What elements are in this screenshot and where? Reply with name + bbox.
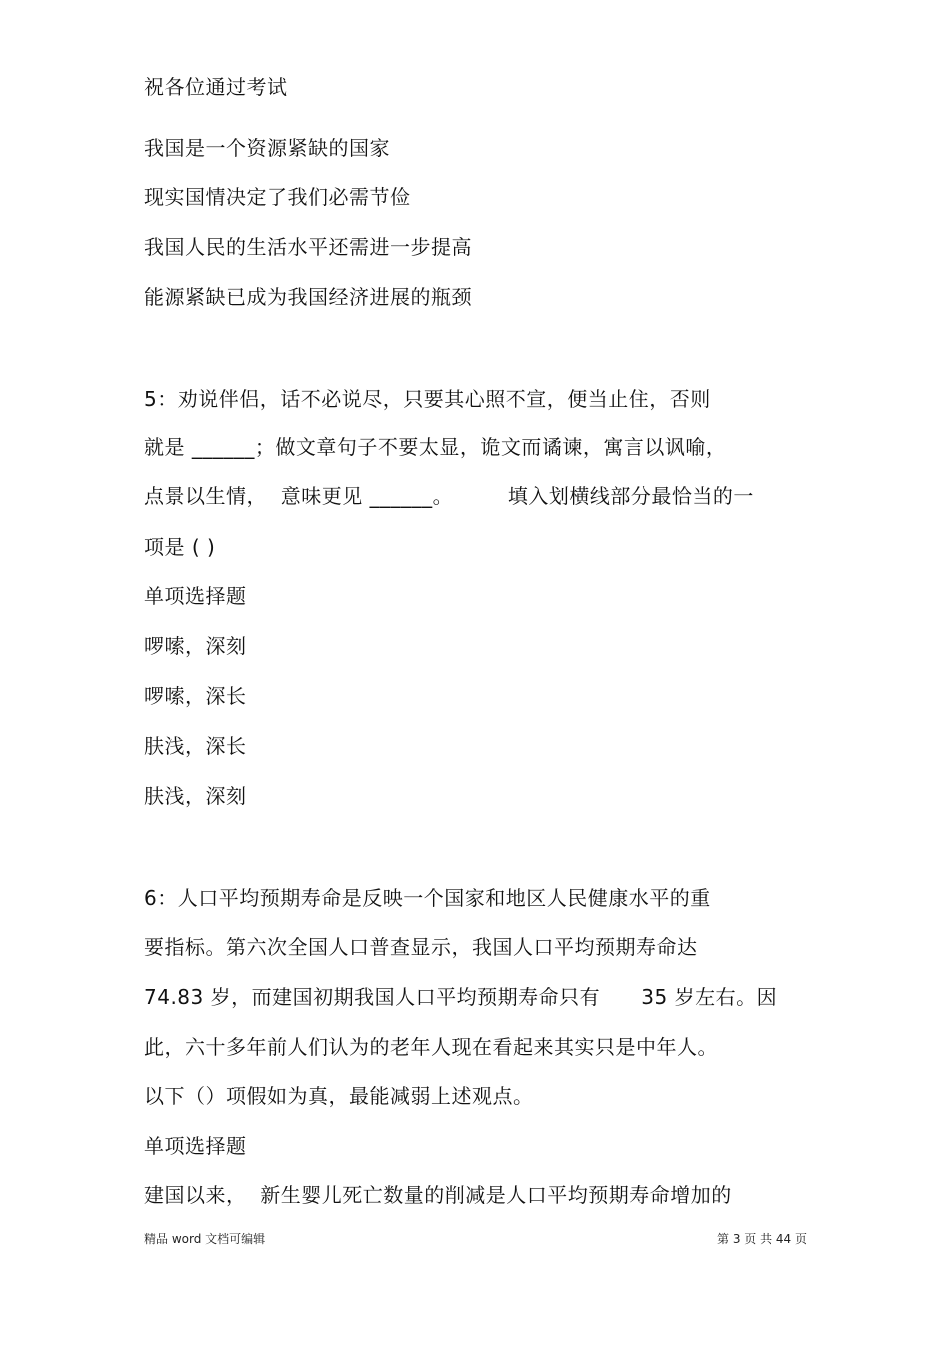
question-6-text: 74.83 岁，而建国初期我国人口平均预期寿命只有 35 岁左右。因 <box>144 985 778 1009</box>
question-type-label: 单项选择题 <box>144 584 247 608</box>
footer-label: 精品 word 文档可编辑 <box>144 1232 266 1246</box>
text-line: 能源紧缺已成为我国经济进展的瓶颈 <box>144 285 472 309</box>
question-5-text: 5：劝说伴侣，话不必说尽，只要其心照不宣，便当止住，否则 <box>144 387 711 411</box>
question-6-text: 以下（）项假如为真，最能减弱上述观点。 <box>144 1084 534 1108</box>
text-line: 现实国情决定了我们必需节俭 <box>144 185 411 209</box>
answer-option: 肤浅，深长 <box>144 734 247 758</box>
question-5-text: 就是 ______；做文章句子不要太显，诡文而谲谏，寓言以讽喻， <box>144 435 727 459</box>
question-6-text: 要指标。第六次全国人口普查显示，我国人口平均预期寿命达 <box>144 935 698 959</box>
answer-option: 啰嗦，深刻 <box>144 634 247 658</box>
page-number: 第 3 页 共 44 页 <box>717 1232 807 1246</box>
answer-option: 建国以来， 新生婴儿死亡数量的削减是人口平均预期寿命增加的 <box>144 1183 732 1207</box>
text-line: 我国是一个资源紧缺的国家 <box>144 136 390 160</box>
question-type-label: 单项选择题 <box>144 1134 247 1158</box>
question-6-text: 6：人口平均预期寿命是反映一个国家和地区人民健康水平的重 <box>144 886 711 910</box>
text-line: 我国人民的生活水平还需进一步提高 <box>144 235 472 259</box>
question-5-text: 项是 ( ) <box>144 535 216 559</box>
answer-option: 啰嗦，深长 <box>144 684 247 708</box>
answer-option: 肤浅，深刻 <box>144 784 247 808</box>
question-5-text: 点景以生情， 意味更见 ______。 填入划横线部分最恰当的一 <box>144 484 754 508</box>
text-line: 祝各位通过考试 <box>144 75 288 99</box>
question-6-text: 此，六十多年前人们认为的老年人现在看起来其实只是中年人。 <box>144 1035 718 1059</box>
